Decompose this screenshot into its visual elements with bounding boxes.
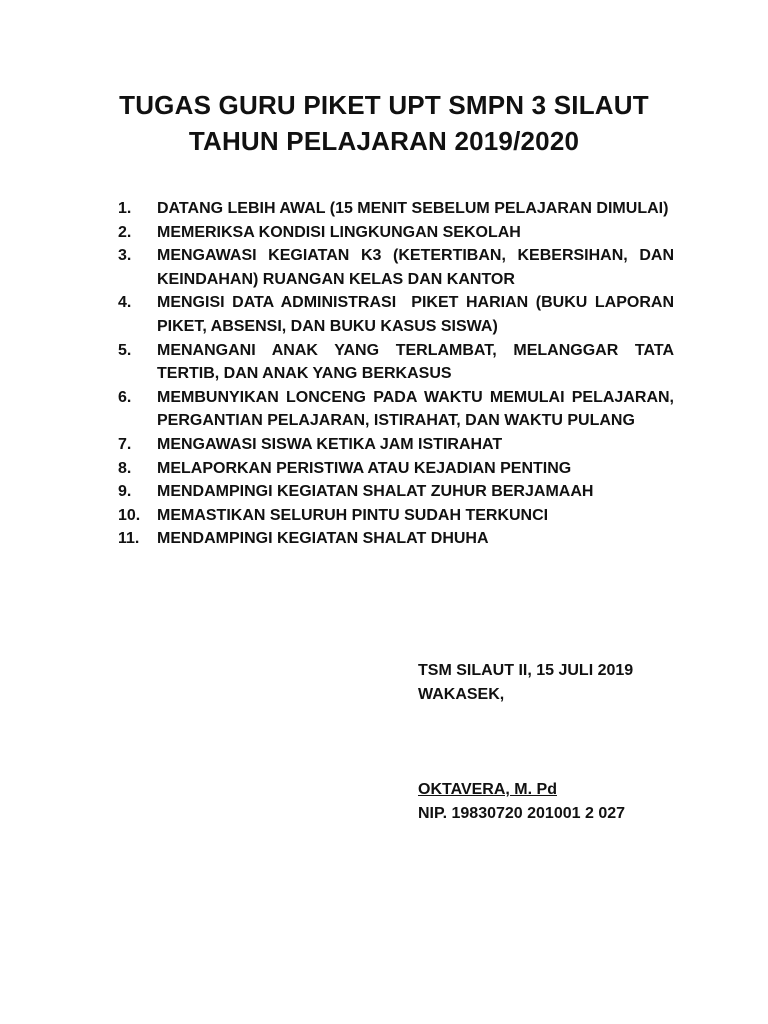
list-item-text: DATANG LEBIH AWAL (15 MENIT SEBELUM PELAJARAN DIMULAI) bbox=[157, 200, 669, 217]
list-item-text: MELAPORKAN PERISTIWA ATAU KEJADIAN PENTING bbox=[157, 459, 572, 477]
list-item-text: MENGAWASI SISWA KETIKA JAM ISTIRAHAT bbox=[157, 435, 503, 453]
list-item-number: 6. bbox=[118, 388, 132, 406]
list-item bbox=[118, 339, 674, 386]
list-item-text: MEMASTIKAN SELURUH PINTU SUDAH TERKUNCI bbox=[157, 506, 549, 524]
list-item-number: 3. bbox=[118, 247, 132, 265]
list-item-text: MENDAMPINGI KEGIATAN SHALAT DHUHA bbox=[157, 530, 489, 548]
signature-place-date: TSM SILAUT II, 15 JULI 2019 bbox=[418, 662, 634, 679]
list-item-number: 4. bbox=[118, 294, 132, 312]
document-title-line2: TAHUN PELAJARAN 2019/2020 bbox=[188, 126, 580, 156]
list-item bbox=[118, 457, 674, 481]
list-item bbox=[118, 480, 674, 504]
list-item-text: MENANGANI ANAK YANG TERLAMBAT, MELANGGAR TATA TERTIB, DAN ANAK YANG BERKASUS bbox=[157, 341, 674, 383]
list-item bbox=[118, 386, 674, 433]
list-item-number: 9. bbox=[118, 483, 132, 501]
list-item-number: 1. bbox=[118, 200, 132, 217]
list-item-text: MEMERIKSA KONDISI LINGKUNGAN SEKOLAH bbox=[157, 223, 521, 241]
list-item-number: 5. bbox=[118, 341, 132, 359]
list-item-text: MENGAWASI KEGIATAN K3 (KETERTIBAN, KEBERSIHAN, DAN KEINDAHAN) RUANGAN KELAS DAN KANTOR bbox=[157, 247, 674, 288]
signature-position: WAKASEK, bbox=[418, 686, 505, 703]
list-item bbox=[118, 221, 674, 245]
signer-nip: NIP. 19830720 201001 2 027 bbox=[418, 805, 626, 822]
list-item bbox=[118, 433, 674, 457]
list-item-number: 2. bbox=[118, 223, 132, 241]
list-item-text: MENDAMPINGI KEGIATAN SHALAT ZUHUR BERJAMAAH bbox=[157, 483, 594, 501]
list-item-text: MEMBUNYIKAN LONCENG PADA WAKTU MEMULAI PELAJARAN, PERGANTIAN PELAJARAN, ISTIRAHAT, DAN WAKTU PULANG bbox=[157, 388, 674, 430]
list-item bbox=[118, 527, 674, 551]
list-item bbox=[118, 291, 679, 338]
task-list bbox=[118, 197, 679, 551]
list-item-number: 11. bbox=[118, 530, 140, 548]
list-item-text: MENGISI DATA ADMINISTRASI PIKET HARIAN (BUKU LAPORAN PIKET, ABSENSI, DAN BUKU KASUS SISWA) bbox=[157, 294, 679, 335]
list-item bbox=[118, 197, 674, 221]
list-item-number: 8. bbox=[118, 459, 132, 477]
list-item-number: 7. bbox=[118, 435, 132, 453]
list-item bbox=[118, 504, 674, 528]
document-title-line1: TUGAS GURU PIKET UPT SMPN 3 SILAUT bbox=[119, 90, 649, 120]
list-item bbox=[118, 244, 674, 291]
list-item-number: 10. bbox=[118, 506, 141, 524]
signer-name: OKTAVERA, M. Pd bbox=[418, 781, 557, 798]
